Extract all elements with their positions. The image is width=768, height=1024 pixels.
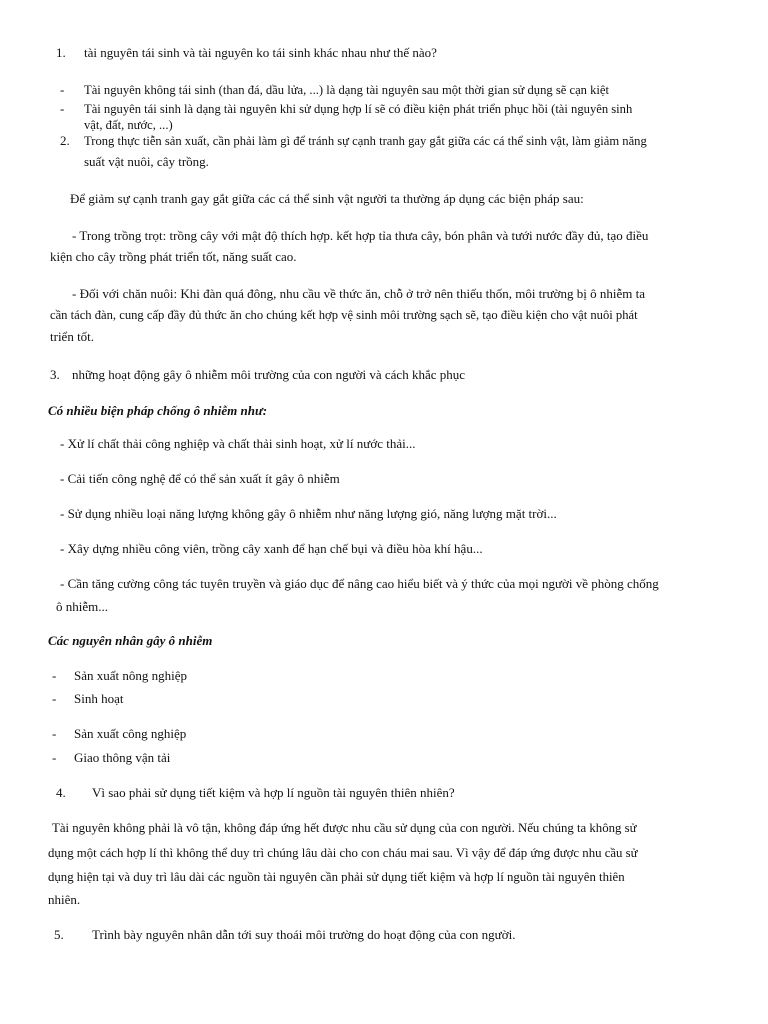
question-2-text-line-2: suất vật nuôi, cây trồng. xyxy=(84,154,209,169)
measure-item-3: - Sử dụng nhiều loại năng lượng không gây ô nhiễm như năng lượng gió, năng lượng mặt trời... xyxy=(60,506,557,521)
question-2-intro: Để giảm sự cạnh tranh gay gắt giữa các cá thể sinh vật người ta thường áp dụng các biện pháp sau: xyxy=(70,191,584,206)
cause-3-text: Sản xuất công nghiệp xyxy=(74,726,187,741)
cause-1-text: Sản xuất nông nghiệp xyxy=(74,668,188,683)
q1-bullet-2-text-line-2: vật, đất, nước, ...) xyxy=(84,118,173,132)
q2-para-2-line-1: - Đối với chăn nuôi: Khi đàn quá đông, nhu cầu về thức ăn, chỗ ở trở nên thiếu thốn, môi trường bị ô nhiễm ta xyxy=(72,286,646,301)
q2-para-1-line-1: - Trong trồng trọt: trồng cây với mật độ thích hợp. kết hợp tỉa thưa cây, bón phân và tưới nước đầy đủ, tạo điều xyxy=(72,228,649,243)
question-3-number: 3. xyxy=(50,367,60,382)
measure-item-5-continued: ô nhiễm... xyxy=(56,599,108,614)
q1-bullet-1-text: Tài nguyên không tái sinh (than đá, dầu lửa, ...) là dạng tài nguyên sau một thời gian sử dụng sẽ cạn kiệt xyxy=(84,83,609,97)
causes-heading: Các nguyên nhân gây ô nhiễm xyxy=(48,633,213,648)
question-2-text-line-1: Trong thực tiễn sản xuất, cần phải làm gì để tránh sự cạnh tranh gay gắt giữa các cá thể sinh vật, làm giảm năng xyxy=(84,134,647,148)
q1-bullet-2-marker: - xyxy=(60,101,65,116)
cause-3-marker: - xyxy=(52,726,57,741)
measure-item-4: - Xây dựng nhiều công viên, trồng cây xanh để hạn chế bụi và điều hòa khí hậu... xyxy=(60,541,483,556)
q2-para-2-line-2: cần tách đàn, cung cấp đầy đủ thức ăn cho chúng kết hợp vệ sinh môi trường sạch sẽ, tạo điều kiện cho vật nuôi phát xyxy=(50,308,638,322)
cause-2-text: Sinh hoạt xyxy=(74,691,124,706)
q4-answer-line-1: Tài nguyên không phải là vô tận, không đáp ứng hết được nhu cầu sử dụng của con người. Nếu chúng ta không sử xyxy=(52,821,637,835)
q1-bullet-2-text-line-1: Tài nguyên tái sinh là dạng tài nguyên khi sử dụng hợp lí sẽ có điều kiện phát triển phục hồi (tài nguyên sinh xyxy=(84,102,633,116)
q4-answer-line-4: nhiên. xyxy=(48,892,81,907)
cause-4-marker: - xyxy=(52,750,57,765)
question-4-text: Vì sao phải sử dụng tiết kiệm và hợp lí nguồn tài nguyên thiên nhiên? xyxy=(92,785,455,800)
measures-heading: Có nhiều biện pháp chống ô nhiễm như: xyxy=(48,403,268,418)
question-3-text: những hoạt động gây ô nhiễm môi trường của con người và cách khắc phục xyxy=(72,367,466,382)
cause-4-text: Giao thông vận tải xyxy=(74,750,171,765)
measure-item-5: - Cần tăng cường công tác tuyên truyền và giáo dục để nâng cao hiểu biết và ý thức của mọi người về phòng chống xyxy=(60,576,659,591)
question-4-number: 4. xyxy=(56,785,66,800)
question-2-number: 2. xyxy=(60,133,70,148)
q1-bullet-1-marker: - xyxy=(60,82,65,97)
q4-answer-line-3: dụng hiện tại và duy trì lâu dài các nguồn tài nguyên cần phải sử dụng tiết kiệm và hợp lí nguồn tài nguyên thiên xyxy=(48,870,625,884)
cause-2-marker: - xyxy=(52,691,57,706)
measure-item-2: - Cải tiến công nghệ để có thể sản xuất ít gây ô nhiễm xyxy=(60,471,340,486)
question-5-number: 5. xyxy=(54,927,64,942)
measure-item-1: - Xử lí chất thải công nghiệp và chất thải sinh hoạt, xử lí nước thải... xyxy=(60,436,416,451)
q4-answer-line-2: dụng một cách hợp lí thì không thể duy trì chúng lâu dài cho con cháu mai sau. Vì vậy để đáp ứng được nhu cầu sử xyxy=(48,846,638,860)
question-1-text: tài nguyên tái sinh và tài nguyên ko tái sinh khác nhau như thế nào? xyxy=(84,45,437,60)
q2-para-1-line-2: kiện cho cây trồng phát triển tốt, năng suất cao. xyxy=(50,249,297,264)
question-5-text: Trình bày nguyên nhân dẫn tới suy thoái môi trường do hoạt động của con người. xyxy=(92,927,516,942)
cause-1-marker: - xyxy=(52,668,57,683)
question-1-number: 1. xyxy=(56,45,66,60)
q2-para-2-line-3: triển tốt. xyxy=(50,329,95,344)
